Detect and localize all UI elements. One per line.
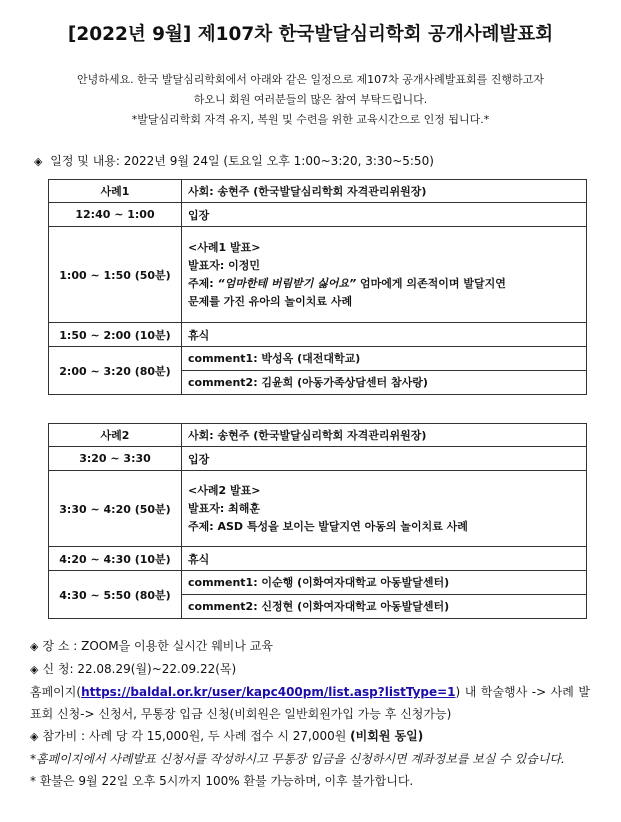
- desc-cell: 입장: [182, 203, 587, 227]
- table-row: [49, 323, 587, 347]
- time-cell: 4:20 ~ 4:30 (10분): [49, 547, 182, 571]
- table-row: [49, 180, 587, 203]
- fee-text: 참가비 : 사례 당 각 15,000원, 두 사례 접수 시 27,000원: [42, 729, 351, 743]
- topic-label: 주제:: [188, 276, 218, 290]
- time-cell: 1:50 ~ 2:00 (10분): [49, 323, 182, 347]
- comment1: comment1: 이순행 (이화여자대학교 아동발달센터): [188, 576, 450, 589]
- intro-text: [20, 70, 601, 130]
- apply-line: [30, 658, 590, 681]
- comment1: comment1: 박성옥 (대전대학교): [188, 352, 361, 365]
- table-row: [49, 424, 587, 447]
- schedule-line: [34, 152, 434, 169]
- topic: 주제: ASD 특성을 보이는 발달지연 아동의 놀이치료 사례: [188, 519, 468, 533]
- table-row: [49, 571, 587, 619]
- time-cell: 4:30 ~ 5:50 (80분): [49, 571, 182, 619]
- case2-table: [48, 423, 587, 619]
- home-prefix: 홈페이지(: [30, 685, 82, 699]
- topic-quote: “엄마한테 버림받기 싫어요”: [217, 276, 357, 290]
- table-row: [49, 547, 587, 571]
- info-section: [30, 635, 590, 792]
- place-text: 장 소 : ZOOM을 이용한 실시간 웨비나 교육: [42, 639, 273, 653]
- account-note: *홈페이지에서 사례발표 신청서를 작성하시고 무통장 입금을 신청하시면 계좌정보를 보실 수 있습니다.: [30, 752, 565, 766]
- intro-line: 하오니 회원 여러분들의 많은 참여 부탁드립니다.: [193, 93, 428, 106]
- desc-cell: 휴식: [182, 547, 587, 571]
- time-cell: 3:20 ~ 3:30: [49, 447, 182, 471]
- homepage-link[interactable]: https://baldal.or.kr/user/kapc400pm/list.asp?listType=1: [81, 685, 456, 699]
- presentation-cell: [182, 227, 587, 323]
- case1-host: 사회: 송현주 (한국발달심리학회 자격관리위원장): [182, 180, 587, 203]
- intro-line: 안녕하세요. 한국 발달심리학회에서 아래와 같은 일정으로 제107차 공개사례발표회를 진행하고자: [77, 73, 544, 86]
- case2-header-label: 사례2: [49, 424, 182, 447]
- presentation-title: <사례1 발표>: [188, 240, 261, 254]
- case2-host: 사회: 송현주 (한국발달심리학회 자격관리위원장): [182, 424, 587, 447]
- case1-header-label: 사례1: [49, 180, 182, 203]
- comment2: comment2: 신정현 (이화여자대학교 아동발달센터): [188, 600, 450, 613]
- comment2: comment2: 김윤희 (아동가족상담센터 참사랑): [188, 376, 428, 389]
- place-line: [30, 635, 590, 658]
- table-row: [49, 203, 587, 227]
- home-suffix: ) 내 학술행사 -> 사례 발표회 신청-> 신청서, 무통장 입금 신청(비회원은 일반회원가입 가능 후 신청가능): [30, 685, 590, 721]
- schedule-text: 일정 및 내용: 2022년 9월 24일 (토요일 오후 1:00~3:20, 3:30~5:50): [50, 154, 434, 168]
- desc-cell: 입장: [182, 447, 587, 471]
- comment-cell: [182, 347, 587, 395]
- diamond-bullet-icon: ◈: [30, 663, 39, 676]
- topic-rest: 엄마에게 의존적이며 발달지연: [356, 276, 506, 290]
- intro-line: *발달심리학회 자격 유지, 복원 및 수련을 위한 교육시간으로 인정 됩니다.*: [131, 113, 490, 126]
- time-cell: 1:00 ~ 1:50 (50분): [49, 227, 182, 323]
- apply-text: 신 청: 22.08.29(월)~22.09.22(목): [42, 662, 237, 676]
- desc-cell: 휴식: [182, 323, 587, 347]
- comment-cell: [182, 571, 587, 619]
- table-row: [49, 347, 587, 395]
- table-row: [49, 227, 587, 323]
- presenter: 발표자: 최해훈: [188, 501, 260, 515]
- presentation-cell: [182, 471, 587, 547]
- table-row: [49, 471, 587, 547]
- time-cell: 3:30 ~ 4:20 (50분): [49, 471, 182, 547]
- time-cell: 2:00 ~ 3:20 (80분): [49, 347, 182, 395]
- topic: [188, 275, 580, 293]
- presentation-title: <사례2 발표>: [188, 483, 261, 497]
- topic-cont: 문제를 가진 유아의 놀이치료 사례: [188, 294, 353, 308]
- diamond-bullet-icon: ◈: [30, 730, 39, 743]
- case1-table: [48, 179, 587, 395]
- time-cell: 12:40 ~ 1:00: [49, 203, 182, 227]
- table-row: [49, 447, 587, 471]
- page-title: [2022년 9월] 제107차 한국발달심리학회 공개사례발표회: [67, 24, 554, 45]
- diamond-bullet-icon: ◈: [30, 640, 39, 653]
- fee-note: (비회원 동일): [350, 729, 424, 743]
- homepage-line: [30, 681, 590, 725]
- fee-line: [30, 725, 590, 748]
- presenter: 발표자: 이정민: [188, 258, 260, 272]
- refund-line: * 환불은 9월 22일 오후 5시까지 100% 환불 가능하며, 이후 불가합니다.: [30, 774, 414, 788]
- diamond-bullet-icon: ◈: [34, 155, 43, 168]
